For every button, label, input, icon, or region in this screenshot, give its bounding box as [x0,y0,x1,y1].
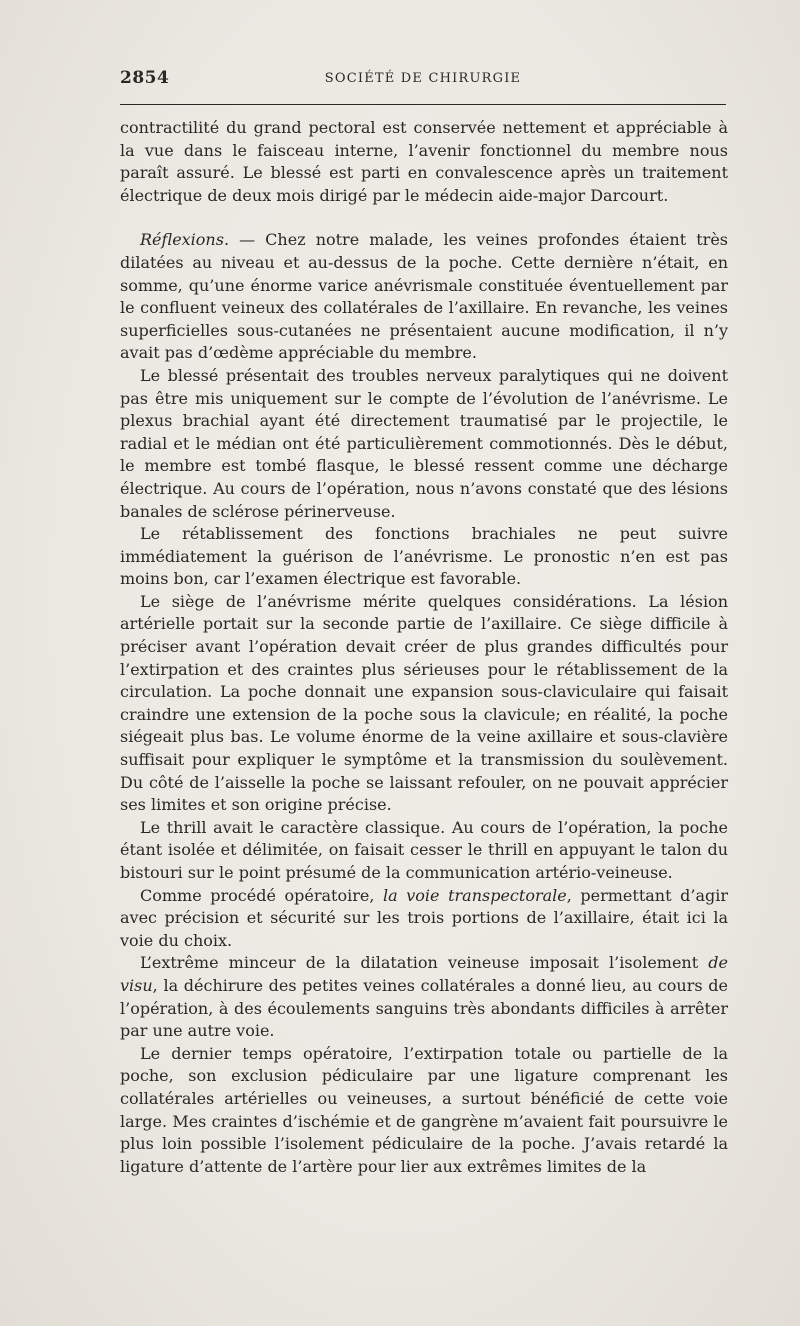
paragraph: Le rétablissement des fonctions brachiales ne peut suivre immédiatement la guérison de l’anévrisme. Le pronostic n’en est pas moins bon, car l’examen électrique est favorable. [120,524,728,589]
paragraph: L’extrême minceur de la dilatation veineuse imposait l’isolement de visu, la déchirure des petites veines collatérales a donné lieu, au cours de l’opération, à des écoulements sanguins très abondants difficiles à arrêter par une autre voie. [120,953,728,1041]
body-text [120,117,728,1178]
paragraph: Le siège de l’anévrisme mérite quelques considérations. La lésion artérielle portait sur la seconde partie de l’axillaire. Ce siège difficile à préciser avant l’opération devait créer de plus grandes difficultés pour l’extirpation et des craintes plus sérieuses pour le rétablissement de la circulation. La poche donnait une expansion sous-claviculaire qui faisait craindre une extension de la poche sous la clavicule; en réalité, la poche siégeait plus bas. Le volume énorme de la veine axillaire et sous-clavière suffisait pour expliquer le symptôme et la transmission du soulèvement. Du côté de l’aisselle la poche se laissant refouler, on ne pouvait apprécier ses limites et son origine précise. [120,591,728,815]
paragraph: Le thrill avait le caractère classique. Au cours de l’opération, la poche étant isolée et délimitée, on faisait cesser le thrill en appuyant le talon du bistouri sur le point présumé de la communication artério-veineuse. [120,817,728,882]
paragraph: Comme procédé opératoire, la voie transpectorale, permettant d’agir avec précision et sécurité sur les trois portions de l’axillaire, était ici la voie du choix. [120,885,728,950]
paragraph: Réflexions. — Chez notre malade, les veines profondes étaient très dilatées au niveau et au-dessus de la poche. Cette dernière n’était, en somme, qu’une énorme varice anévrismale constituée éventuellement par le confluent veineux des collatérales de l’axillaire. En revanche, les veines superficielles sous-cutanées ne présentaient aucune modification, il n’y avait pas d’œdème appréciable du membre. [120,230,728,363]
emphasis: la voie transpectorale [383,885,567,905]
emphasis: de visu [120,953,728,995]
page-number: 2854 [120,68,170,88]
running-title: SOCIÉTÉ DE CHIRURGIE [324,71,522,86]
reflexions-heading: Réflexions. [140,230,230,250]
paragraph: Le blessé présentait des troubles nerveux paralytiques qui ne doivent pas être mis uniquement sur le compte de l’évolution de l’anévrisme. Le plexus brachial ayant été directement traumatisé par le projectile, le radial et le médian ont été particulièrement commotionnés. Dès le début, le membre est tombé flasque, le blessé ressent comme une décharge électrique. Au cours de l’opération, nous n’avons constaté que des lésions banales de sclérose périnerveuse. [120,365,728,521]
page-header [120,68,726,90]
header-rule [120,104,726,105]
paragraph: Le dernier temps opératoire, l’extirpation totale ou partielle de la poche, son exclusion pédiculaire par une ligature comprenant les collatérales artérielles ou veineuses, a surtout bénéficié de cette voie large. Mes craintes d’ischémie et de gangrène m’avaient fait poursuivre le plus loin possible l’isolement pédiculaire de la poche. J’avais retardé la ligature d’attente de l’artère pour lier aux extrêmes limites de la [120,1043,728,1176]
paragraph: contractilité du grand pectoral est conservée nettement et appréciable à la vue dans le faisceau interne, l’avenir fonctionnel du membre nous paraît assuré. Le blessé est parti en convalescence après un traitement électrique de deux mois dirigé par le médecin aide-major Darcourt. [120,118,728,205]
